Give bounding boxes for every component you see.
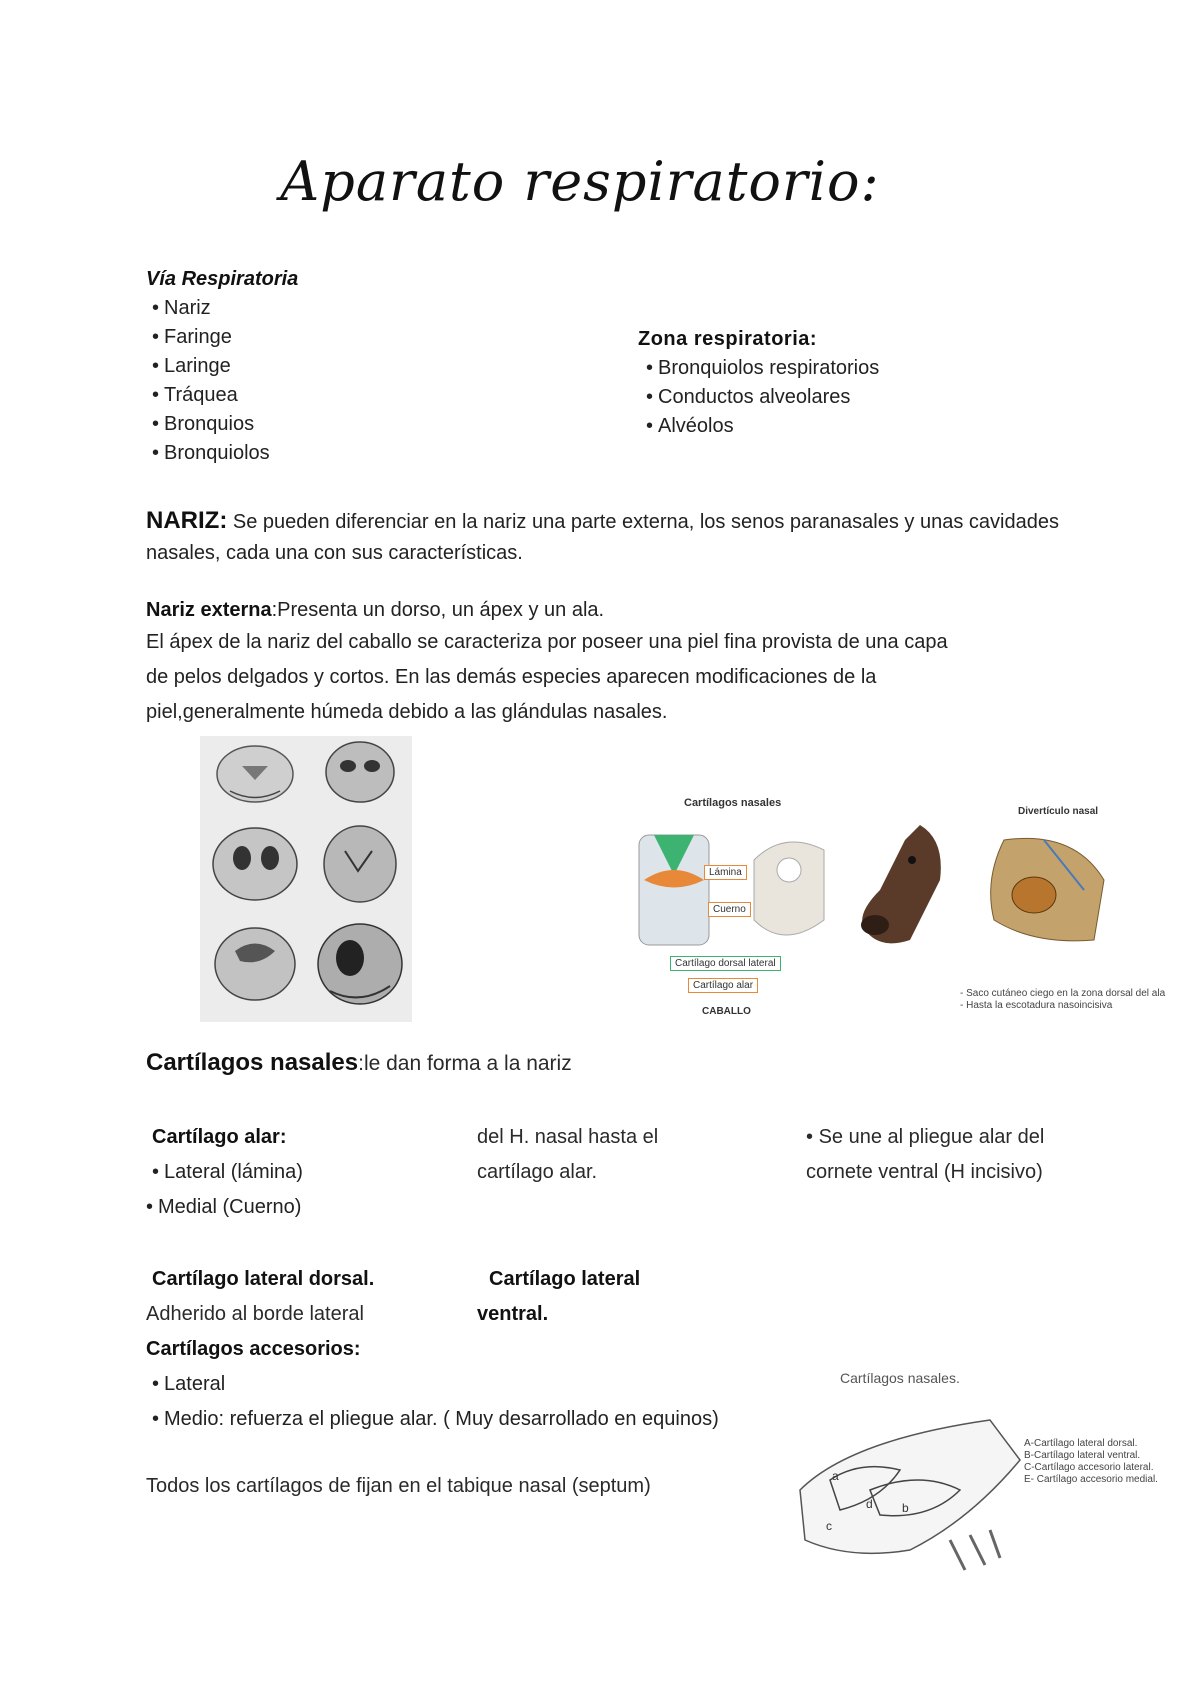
nariz-label: NARIZ:: [146, 507, 228, 534]
page-title: Aparato respiratorio:: [280, 150, 880, 213]
via-respiratoria-section: [146, 265, 298, 468]
list-item: • Alvéolos: [646, 412, 879, 441]
lateral-ventral-heading-b: ventral.: [477, 1303, 549, 1325]
skull-letter-d: d: [866, 1497, 873, 1511]
cartilagos-text: :le dan forma a la nariz: [358, 1052, 572, 1075]
nariz-externa-section: [146, 595, 966, 730]
lateral-dorsal-heading: Cartílago lateral dorsal.: [152, 1268, 375, 1290]
legend-c: C-Cartílago accesorio lateral.: [1024, 1462, 1154, 1473]
list-item: • Medial (Cuerno): [146, 1190, 303, 1225]
noses-drawing: [200, 736, 412, 1022]
zona-heading: Zona respiratoria:: [638, 328, 818, 350]
cartilagos-label: Cartílagos nasales: [146, 1049, 359, 1076]
list-item: • Bronquiolos: [152, 439, 298, 468]
list-item: • Nariz: [152, 294, 298, 323]
lateral-dorsal-section: [146, 1262, 374, 1332]
list-item: • Medio: refuerza el pliegue alar. ( Muy desarrollado en equinos): [152, 1402, 719, 1437]
accesorios-heading: Cartílagos accesorios:: [146, 1338, 361, 1360]
nariz-externa-paragraph: El ápex de la nariz del caballo se caracteriza por poseer una piel fina provista de una capa de pelos delgados y cortos. En las demás especies aparecen modificaciones de la piel,generalmente húmeda debido a las glándulas nasales.: [146, 631, 948, 723]
label-dorsal-lateral: Cartílago dorsal lateral: [670, 956, 781, 971]
horse-head-photo: [850, 820, 950, 950]
list-item: • Bronquiolos respiratorios: [646, 354, 879, 383]
list-item: • Lateral (lámina): [152, 1155, 303, 1190]
figure-caption: CABALLO: [702, 1006, 751, 1017]
bottom-figure-title: Cartílagos nasales.: [840, 1370, 960, 1386]
legend-a: A-Cartílago lateral dorsal.: [1024, 1438, 1138, 1449]
skull-letter-b: b: [902, 1501, 909, 1515]
accesorios-list: [152, 1367, 719, 1437]
figure-title: Cartílagos nasales: [684, 797, 782, 809]
list-item: • Tráquea: [152, 381, 298, 410]
skull-letter-c: c: [826, 1519, 832, 1533]
cartilagos-line: [146, 1048, 572, 1078]
legend-b: B-Cartílago lateral ventral.: [1024, 1450, 1141, 1461]
col2-text: del H. nasal hasta el cartílago alar.: [477, 1126, 659, 1183]
diverticulum-drawing: [974, 820, 1114, 950]
alar-list: [152, 1155, 303, 1225]
zona-respiratoria-section: [638, 325, 879, 441]
divert-note-1: - Saco cutáneo ciego en la zona dorsal del ala: [960, 988, 1166, 999]
nariz-text: Se pueden diferenciar en la nariz una parte externa, los senos paranasales y unas cavidades nasales, cada una con sus características.: [146, 511, 1059, 564]
divert-note-2: - Hasta la escotadura nasoincisiva: [960, 1000, 1113, 1011]
septum-text: Todos los cartílagos de fijan en el tabique nasal (septum): [146, 1475, 651, 1497]
lateral-dorsal-text: Adherido al borde lateral: [146, 1303, 364, 1325]
list-item: • Lateral: [152, 1367, 719, 1402]
skull-drawing: [790, 1400, 1030, 1580]
lateral-ventral-section: [477, 1262, 640, 1332]
alar-heading: Cartílago alar:: [152, 1126, 287, 1148]
via-list: [152, 294, 298, 468]
list-item: • Conductos alveolares: [646, 383, 879, 412]
via-heading: Vía Respiratoria: [146, 268, 299, 290]
legend-e: E- Cartílago accesorio medial.: [1024, 1474, 1158, 1485]
list-item: • Bronquios: [152, 410, 298, 439]
list-item: • Faringe: [152, 323, 298, 352]
label-cuerno: Cuerno: [708, 902, 751, 917]
list-item: • Laringe: [152, 352, 298, 381]
col3-text: • Se une al pliegue alar del cornete ventral (H incisivo): [806, 1126, 1045, 1183]
nariz-externa-intro: :Presenta un dorso, un ápex y un ala.: [271, 599, 605, 621]
divert-title: Divertículo nasal: [1018, 806, 1099, 817]
noses-illustration: [200, 736, 412, 1022]
nariz-paragraph: [146, 505, 1086, 569]
alar-section: [146, 1120, 303, 1225]
label-alar: Cartílago alar: [688, 978, 758, 993]
cartilages-skull-figure: [790, 1370, 1170, 1600]
cartilages-figure: [614, 790, 1174, 1020]
zona-list: [646, 354, 879, 441]
accesorios-section: [146, 1332, 719, 1437]
nariz-externa-label: Nariz externa: [146, 599, 272, 621]
lateral-ventral-heading-a: Cartílago lateral: [489, 1268, 641, 1290]
skull-letter-a: a: [832, 1469, 839, 1483]
label-lamina: Lámina: [704, 865, 747, 880]
